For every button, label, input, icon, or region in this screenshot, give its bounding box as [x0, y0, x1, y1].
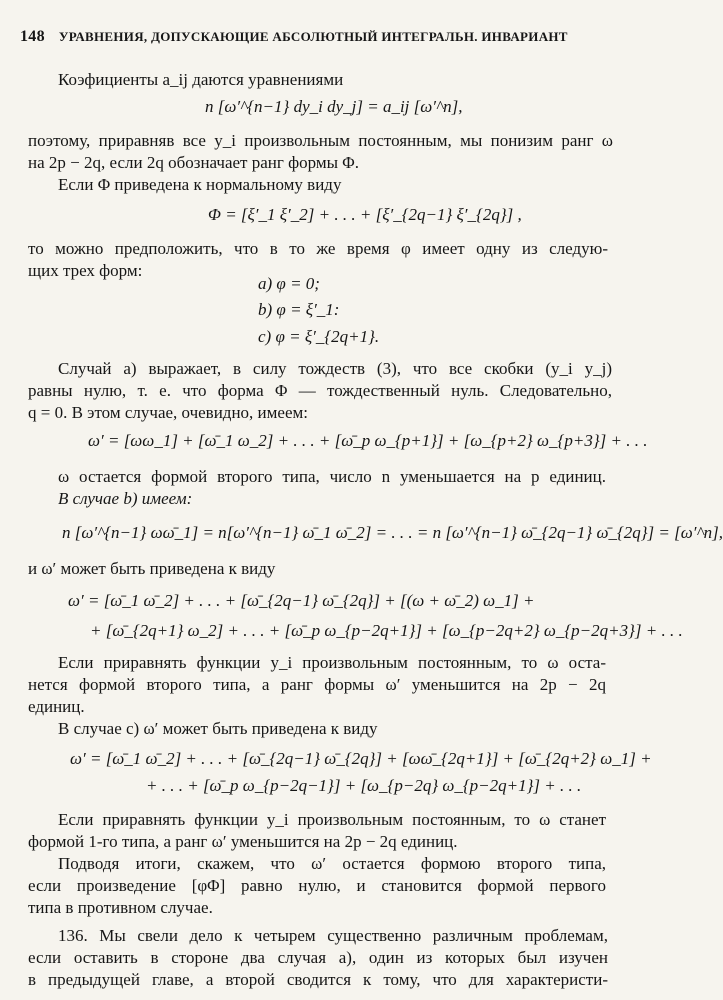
case-item: b) φ = ξ′_1:: [258, 300, 340, 319]
text-line: то можно предположить, что в то же время φ имеет одну из следую-: [28, 239, 608, 258]
formula-line: + [ω̄_{2q+1} ω_2] + . . . + [ω̄_p ω_{p−2q+1}] + [ω_{p−2q+2} ω_{p−2q+3}] + . . .: [90, 621, 683, 640]
formula-line: Φ = [ξ′_1 ξ′_2] + . . . + [ξ′_{2q−1} ξ′_{2q}] ,: [208, 205, 522, 224]
text-line: формой 1-го типа, а ранг ω′ уменьшится на 2p − 2q единиц.: [28, 832, 458, 851]
text-line: единиц.: [28, 697, 85, 716]
text-line: Если приравнять функции y_i произвольным постоянным, то ω станет: [58, 810, 606, 829]
formula-line: + . . . + [ω̄_p ω_{p−2q−1}] + [ω_{p−2q} ω_{p−2q+1}] + . . .: [146, 776, 582, 795]
text-line: в предыдущей главе, а второй сводится к тому, что для характеристи-: [28, 970, 608, 989]
text-line: Если Φ приведена к нормальному виду: [58, 175, 342, 194]
running-head: [20, 26, 568, 48]
formula-line: ω′ = [ω̄_1 ω̄_2] + . . . + [ω̄_{2q−1} ω̄_{2q}] + [ωω̄_{2q+1}] + [ω̄_{2q+2} ω_1] +: [70, 749, 652, 768]
text-line: Коэфициенты a_ij даются уравнениями: [58, 70, 344, 89]
formula-line: ω′ = [ω̄_1 ω̄_2] + . . . + [ω̄_{2q−1} ω̄_{2q}] + [(ω + ω̄_2) ω_1] +: [68, 591, 535, 610]
text-line: Если приравнять функции y_i произвольным постоянным, то ω оста-: [58, 653, 606, 672]
text-line: В случае b) имеем:: [58, 489, 193, 508]
case-item: c) φ = ξ′_{2q+1}.: [258, 327, 380, 346]
text-line: q = 0. В этом случае, очевидно, имеем:: [28, 403, 308, 422]
text-line: и ω′ может быть приведена к виду: [28, 559, 276, 578]
text-line: щих трех форм:: [28, 261, 143, 280]
page-number: 148: [20, 28, 45, 45]
text-line: нется формой второго типа, а ранг формы ω′ уменьшится на 2p − 2q: [28, 675, 606, 694]
formula-line: n [ω′^{n−1} dy_i dy_j] = a_ij [ω′^n],: [205, 97, 463, 116]
text-line: на 2p − 2q, если 2q обозначает ранг формы Φ.: [28, 153, 359, 172]
text-line: Подводя итоги, скажем, что ω′ остается формою второго типа,: [58, 854, 606, 873]
text-line: типа в противном случае.: [28, 898, 213, 917]
text-line: поэтому, приравняв все y_i произвольным постоянным, мы понизим ранг ω: [28, 131, 613, 150]
text-line: Случай a) выражает, в силу тождеств (3), что все скобки (y_i y_j): [58, 359, 612, 378]
section-136-line: 136. Мы свели дело к четырем существенно различным проблемам,: [58, 926, 608, 945]
text-line: ω остается формой второго типа, число n уменьшается на p единиц.: [58, 467, 606, 486]
text-line: если оставить в стороне два случая a), один из которых был изучен: [28, 948, 608, 967]
text-line: В случае c) ω′ может быть приведена к виду: [58, 719, 378, 738]
running-title: УРАВНЕНИЯ, ДОПУСКАЮЩИЕ АБСОЛЮТНЫЙ ИНТЕГРАЛЬН. ИНВАРИАНТ: [58, 29, 568, 44]
formula-line: ω′ = [ωω_1] + [ω̄_1 ω_2] + . . . + [ω̄_p ω_{p+1}] + [ω_{p+2} ω_{p+3}] + . . .: [88, 431, 648, 450]
text-line: если произведение [φΦ] равно нулю, и становится формой первого: [28, 876, 606, 895]
text-line: равны нулю, т. е. что форма Φ — тождественный нуль. Следовательно,: [28, 381, 612, 400]
formula-line: n [ω′^{n−1} ωω̄_1] = n[ω′^{n−1} ω̄_1 ω̄_2] = . . . = n [ω′^{n−1} ω̄_{2q−1} ω̄_{2q}] = [ω′^n],: [62, 523, 723, 542]
case-item: a) φ = 0;: [258, 274, 320, 293]
